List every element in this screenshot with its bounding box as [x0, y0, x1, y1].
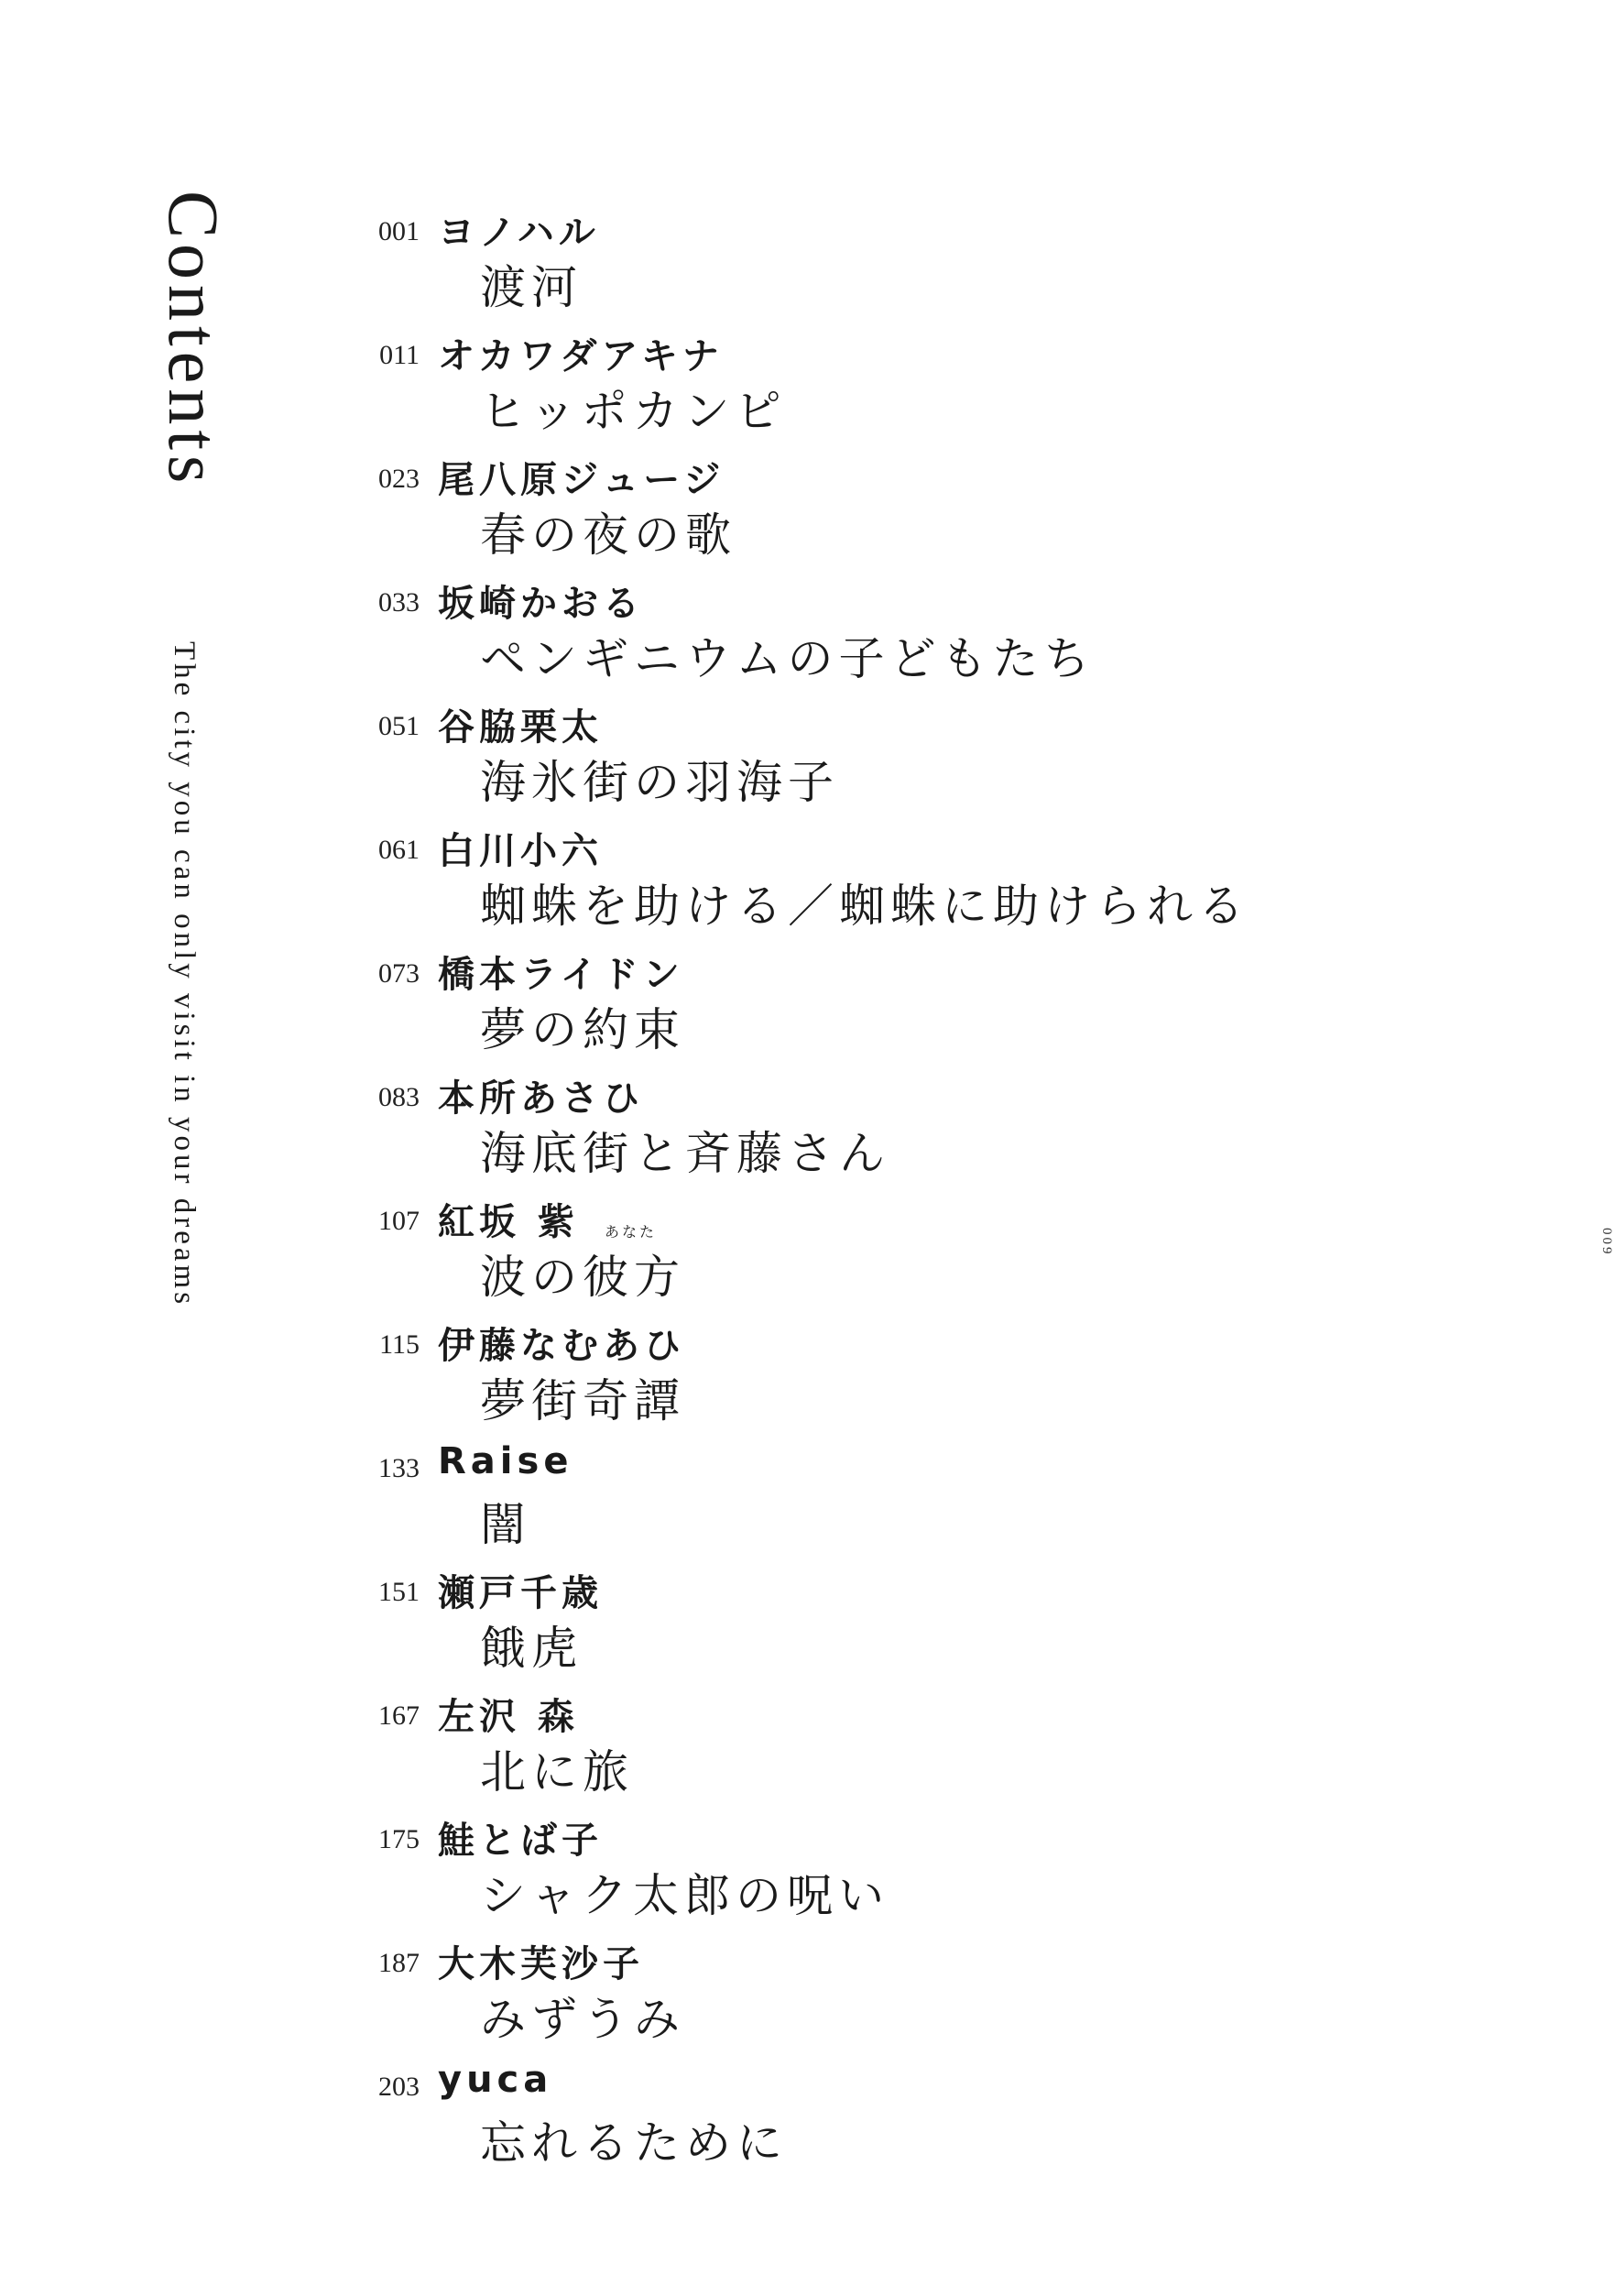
entry-page-number: 107 [378, 1206, 420, 1236]
page-number: 009 [1599, 1228, 1614, 1257]
entry-work-title: 夢の約束 [480, 1003, 685, 1056]
toc-entry [0, 1317, 1557, 1436]
entry-page-number: 023 [378, 464, 420, 494]
entry-work-title: ペンギニウムの子どもたち [480, 632, 1096, 685]
entry-author: 橋本ライドン [438, 954, 684, 996]
toc-entry [0, 822, 1557, 941]
contents-title: Contents [154, 191, 234, 489]
entry-work-title: 海氷街の羽海子 [480, 756, 839, 809]
book-subtitle: The city you can only visit in your dreams [168, 641, 201, 1308]
entry-page-number: 203 [378, 2072, 420, 2102]
entry-author: 紅坂 紫 [438, 1201, 579, 1243]
entry-author: 鮭とば子 [438, 1820, 603, 1862]
furigana-ruby: あなた [605, 1223, 658, 1241]
entry-page-number: 151 [378, 1577, 420, 1607]
entry-author: オカワダアキナ [438, 335, 724, 377]
entry-work-title: 闇 [480, 1498, 531, 1551]
toc-entry [0, 1811, 1557, 1930]
entry-page-number: 187 [378, 1948, 420, 1978]
entry-author: 尾八原ジュージ [438, 459, 725, 501]
entry-work-title: 夢街奇譚 [480, 1374, 685, 1427]
toc-entry [0, 203, 1557, 323]
toc-entry [0, 451, 1557, 570]
entry-author: yuca [438, 2059, 553, 2101]
entry-page-number: 175 [378, 1824, 420, 1854]
entry-page-number: 061 [378, 835, 420, 865]
toc-entry [0, 1069, 1557, 1188]
toc-entry [0, 574, 1557, 694]
entry-work-title: 蜘蛛を助ける／蜘蛛に助けられる [480, 880, 1249, 933]
entry-author: ヨノハル [438, 212, 600, 254]
toc-entry [0, 2059, 1557, 2178]
entry-author: 大木芙沙子 [438, 1943, 644, 1985]
entry-author: Raise [438, 1440, 573, 1482]
entry-page-number: 011 [379, 340, 420, 370]
entry-work-title: 波の彼方 [480, 1251, 685, 1304]
toc-entry [0, 1935, 1557, 2054]
toc-entry [0, 327, 1557, 446]
entry-page-number: 133 [378, 1453, 420, 1483]
toc-entry [0, 946, 1557, 1065]
entry-page-number: 033 [378, 587, 420, 618]
entry-work-title: 渡河 [480, 261, 583, 314]
toc-entry [0, 698, 1557, 817]
entry-page-number: 167 [378, 1700, 420, 1731]
entry-author: 本所あさひ [438, 1077, 644, 1120]
entry-author: 伊藤なむあひ [438, 1325, 685, 1367]
entry-page-number: 051 [378, 711, 420, 741]
entry-author: 坂崎かおる [438, 583, 644, 625]
entry-author: 瀬戸千歳 [438, 1572, 603, 1614]
entry-page-number: 001 [378, 216, 420, 246]
entry-author: 谷脇栗太 [438, 706, 603, 749]
entry-author: 左沢 森 [438, 1696, 579, 1738]
entry-work-title: 忘れるために [480, 2116, 788, 2170]
toc-entry [0, 1193, 1557, 1312]
entry-work-title: シャク太郎の呪い [480, 1869, 889, 1922]
entry-page-number: 083 [378, 1082, 420, 1112]
toc-entry [0, 1688, 1557, 1807]
entry-work-title: 海底街と斉藤さん [480, 1127, 890, 1180]
entry-work-title: みずうみ [480, 1993, 685, 2046]
entry-work-title: ヒッポカンピ [480, 385, 787, 438]
entry-work-title: 春の夜の歌 [480, 508, 736, 562]
entry-work-title: 北に旅 [480, 1745, 634, 1799]
entry-page-number: 115 [379, 1329, 420, 1360]
entry-author: 白川小六 [438, 830, 603, 872]
toc-entry [0, 1564, 1557, 1683]
entry-page-number: 073 [378, 958, 420, 989]
toc-entry [0, 1440, 1557, 1559]
entry-work-title: 餓虎 [480, 1622, 583, 1675]
